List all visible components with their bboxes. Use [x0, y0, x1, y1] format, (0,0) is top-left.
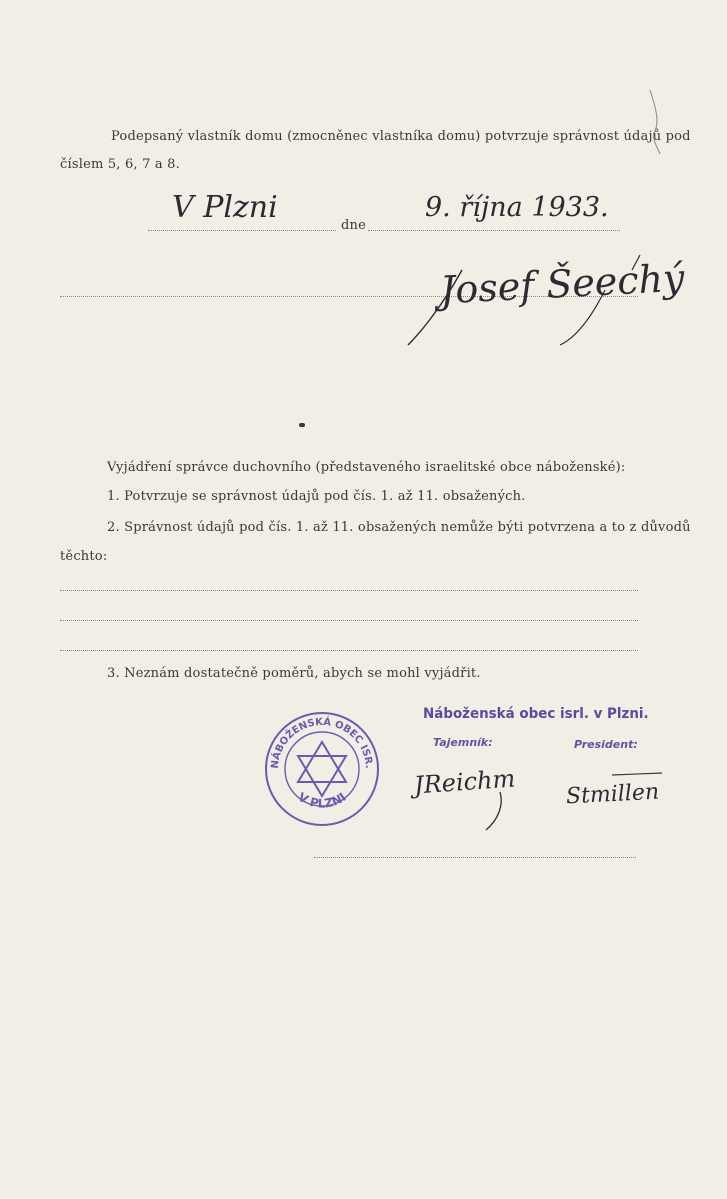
star-of-david-icon	[298, 742, 346, 782]
statement-item-1: 1. Potvrzuje se správnost údajů pod čís. 1. až 11. obsažených.	[107, 489, 526, 504]
community-seal	[262, 708, 382, 830]
stamp-heading: Náboženská obec isrl. v Plzni.	[423, 706, 649, 722]
owner-signature: Josef Šeechý	[439, 255, 686, 313]
secretary-label: Tajemník:	[433, 736, 493, 749]
secretary-signature-flourish	[480, 790, 520, 840]
signature-dotted-line	[314, 857, 636, 858]
secretary-signature: JReichm	[413, 764, 517, 800]
president-signature-dash	[610, 770, 670, 780]
reason-dotted-line-1	[60, 590, 638, 591]
statement-item-3: 3. Neznám dostatečně poměrů, abych se mohl vyjádřit.	[107, 666, 481, 681]
seal-bottom-text: V PLZNI	[295, 789, 349, 811]
ink-speck	[299, 423, 305, 427]
statement-item-2-line2: těchto:	[60, 549, 108, 564]
president-signature: Stmillen	[565, 779, 660, 810]
date-handwritten: 9. října 1933.	[425, 192, 609, 223]
place-handwritten: V Plzni	[172, 190, 278, 225]
place-dotted-line	[148, 230, 336, 231]
date-label: dne	[341, 218, 366, 233]
president-label: President:	[574, 738, 638, 751]
reason-dotted-line-2	[60, 620, 638, 621]
statement-item-2-line1: 2. Správnost údajů pod čís. 1. až 11. obsažených nemůže býti potvrzena a to z důvodů	[107, 520, 691, 535]
owner-confirmation-line1: Podepsaný vlastník domu (zmocněnec vlastníka domu) potvrzuje správnost údajů pod	[111, 129, 691, 144]
date-dotted-line	[368, 230, 620, 231]
owner-signature-flourish	[400, 250, 660, 360]
seal-top-text: NÁBOŽENSKÁ OBEC ISR.	[269, 716, 375, 770]
owner-confirmation-line2: číslem 5, 6, 7 a 8.	[60, 157, 180, 172]
page-edge-mark	[648, 88, 668, 158]
statement-heading: Vyjádření správce duchovního (představeného israelitské obce náboženské):	[107, 460, 626, 475]
reason-dotted-line-3	[60, 650, 638, 651]
svg-text:V PLZNI	[296, 790, 349, 811]
